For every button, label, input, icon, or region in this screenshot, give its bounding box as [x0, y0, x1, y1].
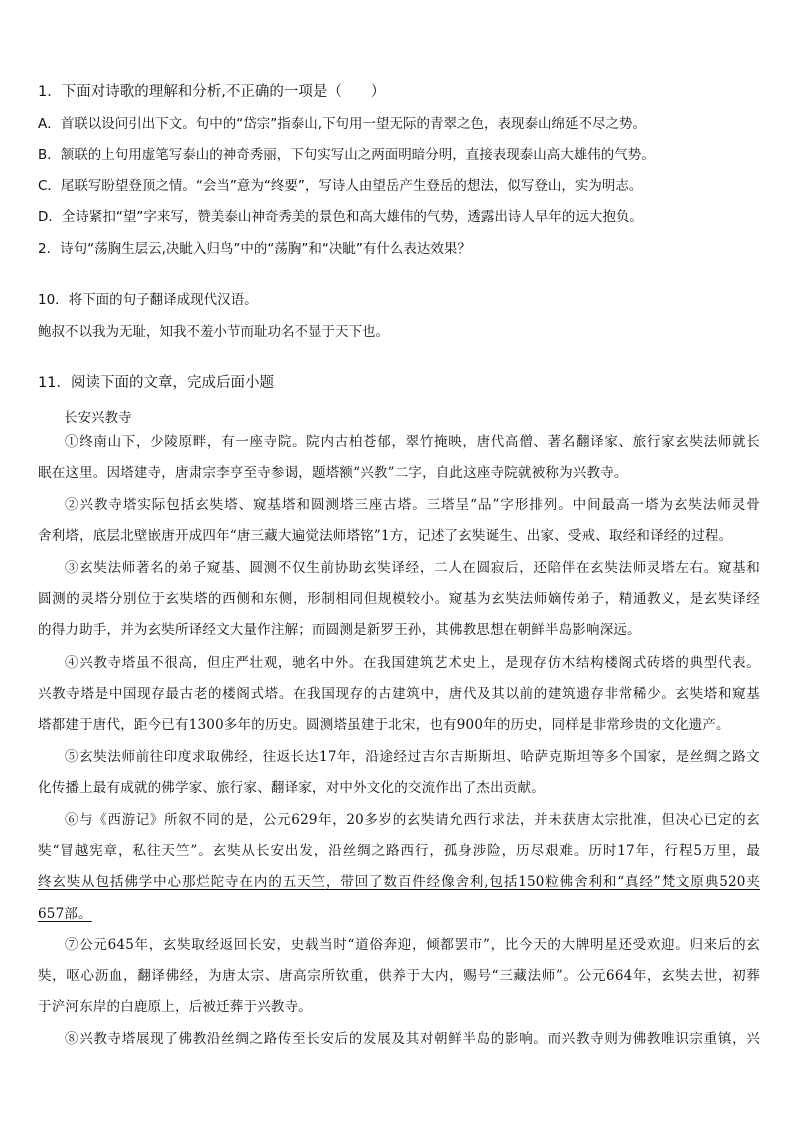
paragraph-line: ⑤玄奘法师前往印度求取佛经，往返长达17年，沿途经过吉尔吉斯斯坦、哈萨克斯坦等多个国家，是丝绸之路文: [65, 749, 760, 765]
paragraph-line: ②兴教寺塔实际包括玄奘塔、窥基塔和圆测塔三座古塔。三塔呈“品”字形排列。中间最高一塔为玄奘法师灵骨: [65, 497, 760, 513]
paragraph-line: 兴教寺塔是中国现存最古老的楼阁式塔。在我国现存的古建筑中，唐代及其以前的建筑遗存非常稀少。玄奘塔和窥基: [38, 686, 760, 703]
article-paragraph-1: [38, 427, 760, 489]
q1-option-a: A．首联以设问引出下文。句中的“岱宗”指泰山,下句用一望无际的青翠之色，表现泰山绵延不尽之势。: [38, 116, 647, 132]
paragraph-line: ④兴教寺塔虽不很高，但庄严壮观，驰名中外。在我国建筑艺术史上，是现存仿木结构楼阁式砖塔的典型代表。: [65, 655, 760, 671]
paragraph-line: 圆测的灵塔分别位于玄奘塔的西侧和东侧，形制相同但规模较小。窥基为玄奘法师嫡传弟子，精通教义，是玄奘译经: [38, 591, 760, 608]
q2-stem: 2．诗句“荡胸生层云,决眦入归鸟”中的“荡胸”和“决眦”有什么表达效果？: [38, 241, 471, 257]
article-paragraph-5: [38, 742, 760, 804]
q1-option-c: C．尾联写盼望登顶之情。“会当”意为“终要”，写诗人由望岳产生登岳的想法，似写登山，实为明志。: [38, 178, 643, 194]
q1-option-b: B．颔联的上句用虚笔写泰山的神奇秀丽，下句实写山之两面明暗分明，直接表现泰山高大雄伟的气势。: [38, 147, 655, 163]
paragraph-line: 化传播上最有成就的佛学家、旅行家、翻译家，对中外文化的交流作出了杰出贡献。: [38, 780, 545, 797]
paragraph-line: ①终南山下，少陵原畔，有一座寺院。院内古柏苍郁，翠竹掩映，唐代高僧、著名翻译家、旅行家玄奘法师就长: [65, 434, 760, 450]
article-paragraph-7: [38, 930, 760, 1024]
paragraph-line: 的得力助手，并为玄奘所译经文大量作注解；而圆测是新罗王孙，其佛教思想在朝鲜半岛影响深远。: [38, 622, 641, 639]
paragraph-line: 奘“冒越宪章，私往天竺”。玄奘从长安出发，沿丝绸之路西行，孤身涉险，历尽艰难。历时17年，行程5万里，最: [38, 843, 760, 860]
article-paragraph-3: [38, 553, 760, 647]
paragraph-line: ③玄奘法师著名的弟子窥基、圆测不仅生前协助玄奘译经，二人在圆寂后，还陪伴在玄奘法师灵塔左右。窥基和: [65, 560, 760, 576]
underlined-line: 终玄奘从包括佛学中心那烂陀寺在内的五天竺，带回了数百件经像舍利,包括150粒佛舍利和“真经”梵文原典520夹: [38, 874, 760, 891]
q1-option-d: D．全诗紧扣“望”字来写，赞美泰山神奇秀美的景色和高大雄伟的气势，透露出诗人早年的远大抱负。: [38, 209, 643, 225]
paragraph-line: ⑦公元645年，玄奘取经返回长安，史载当时“道俗奔迎，倾都罢市”，比今天的大牌明星还受欢迎。归来后的玄: [65, 937, 760, 953]
q10-stem: 10．将下面的句子翻译成现代汉语。: [38, 292, 258, 308]
article-paragraph-2: [38, 490, 760, 552]
q10-sentence: 鲍叔不以我为无耻，知我不羞小节而耻功名不显于天下也。: [38, 324, 389, 340]
paragraph-line: ⑥与《西游记》所叙不同的是，公元629年，20多岁的玄奘请允西行求法，并未获唐太宗批准，但决心已定的玄: [65, 812, 760, 828]
article-title: 长安兴教寺: [64, 410, 132, 426]
article-paragraph-6: [38, 805, 760, 930]
paragraph-line: ⑧兴教寺塔展现了佛教沿丝绸之路传至长安后的发展及其对朝鲜半岛的影响。而兴教寺则为佛教唯识宗重镇，兴: [65, 1031, 760, 1047]
paragraph-line: 眠在这里。因塔建寺，唐肃宗李亨至寺参谒，题塔额“兴教”二字，自此这座寺院就被称为兴教寺。: [38, 465, 628, 482]
q1-stem: 1．下面对诗歌的理解和分析,不正确的一项是（ ）: [38, 84, 386, 100]
underlined-line: 657部。: [38, 905, 92, 922]
paragraph-line: 于浐河东岸的白鹿原上，后被迁葬于兴教寺。: [38, 999, 312, 1016]
article-paragraph-8: [38, 1024, 760, 1055]
article-paragraph-4: [38, 648, 760, 742]
q11-stem: 11．阅读下面的文章，完成后面小题: [38, 375, 274, 391]
paragraph-line: 奘，呕心沥血，翻译佛经，为唐太宗、唐高宗所钦重，供养于大内，赐号“三藏法师”。公元664年，玄奘去世，初葬: [38, 968, 760, 985]
paragraph-line: 舍利塔，底层北壁嵌唐开成四年“唐三藏大遍觉法师塔铭”1方，记述了玄奘诞生、出家、受戒、取经和译经的过程。: [38, 528, 733, 545]
paragraph-line: 塔都建于唐代，距今已有1300多年的历史。圆测塔虽建于北宋，也有900年的历史，同样是非常珍贵的文化遗产。: [38, 717, 730, 734]
